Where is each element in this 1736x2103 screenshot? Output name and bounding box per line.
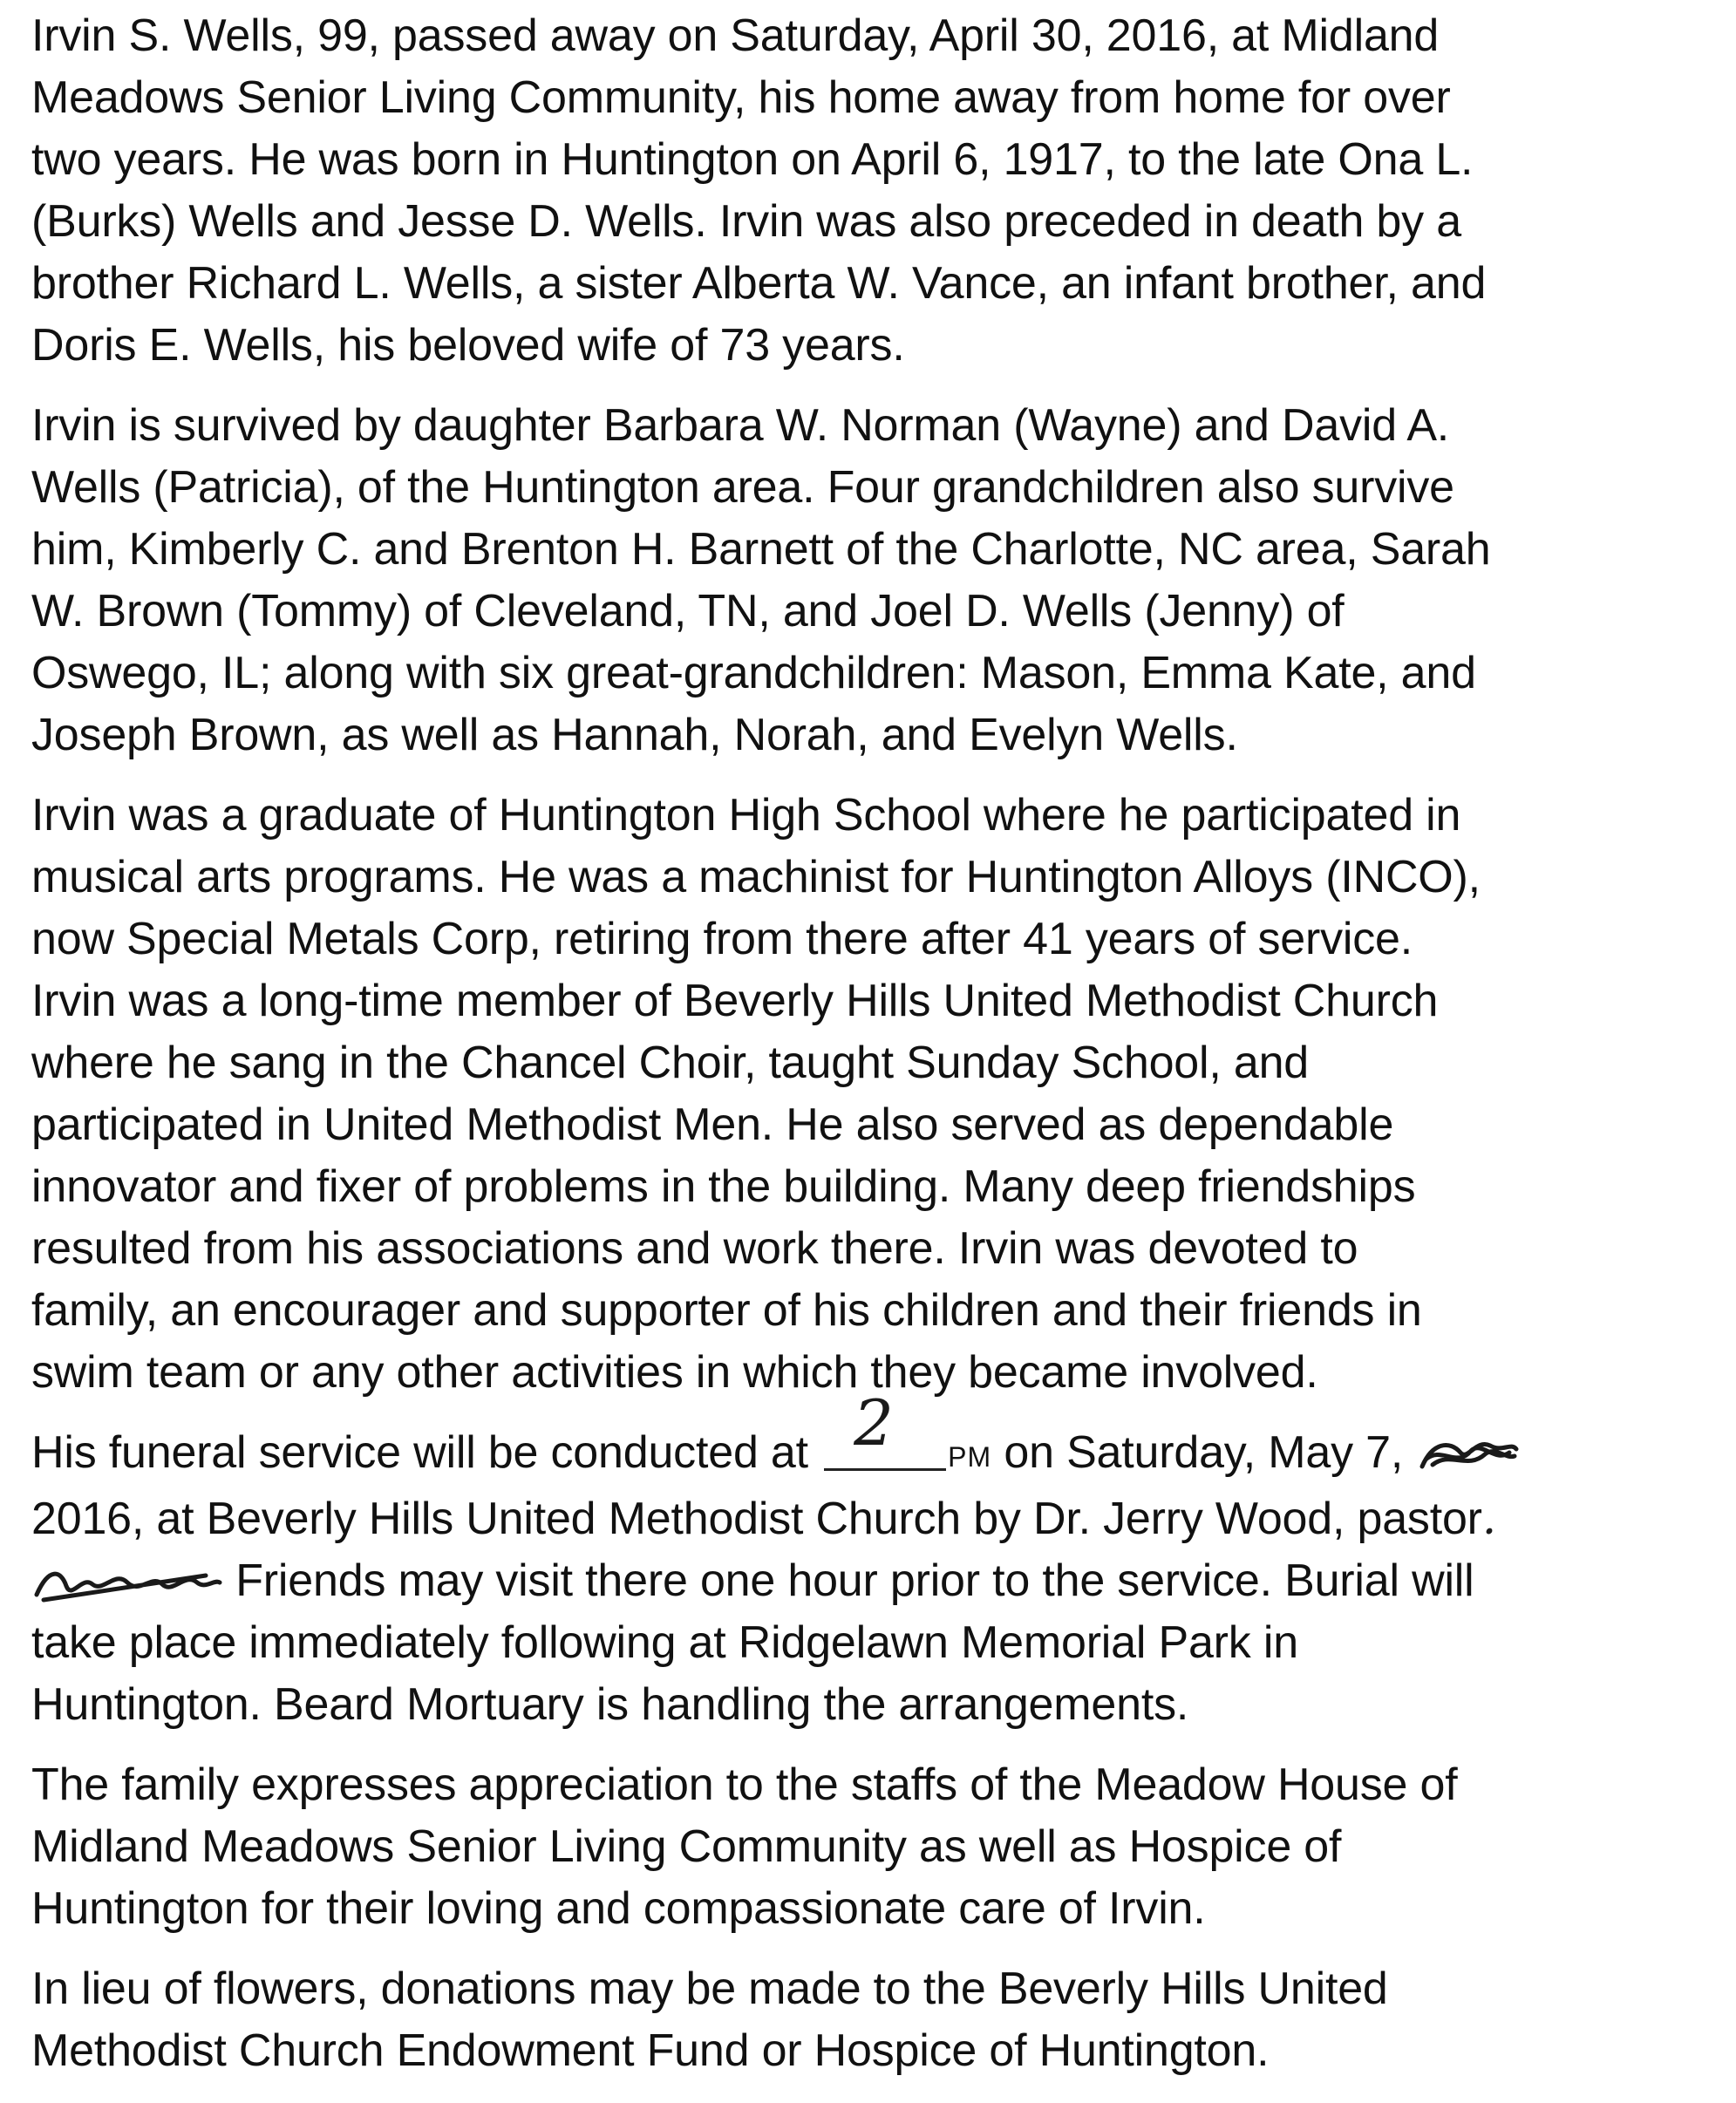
handwritten-scribble-icon [31, 1560, 223, 1607]
pm-label: PM [948, 1441, 992, 1473]
text-line: two years. He was born in Huntington on April 6, 1917, to the late Ona L. [31, 134, 1474, 185]
text-line: innovator and fixer of problems in the building. Many deep friendships [31, 1161, 1416, 1212]
text-line: Irvin was a long-time member of Beverly Hills United Methodist Church [31, 976, 1439, 1026]
text-line: Irvin was a graduate of Huntington High School where he participated in [31, 790, 1461, 841]
text-line: (Burks) Wells and Jesse D. Wells. Irvin was also preceded in death by a [31, 196, 1461, 247]
text-line: Meadows Senior Living Community, his home away from home for over [31, 72, 1451, 123]
funeral-time-prefix: His funeral service will be conducted at [31, 1427, 808, 1478]
paragraph-biography [31, 785, 1714, 1404]
text-line: Huntington for their loving and compassionate care of Irvin. [31, 1883, 1206, 1934]
text-line: swim team or any other activities in which they became involved. [31, 1347, 1318, 1398]
paragraph-death-notice [31, 5, 1714, 377]
text-line: Irvin is survived by daughter Barbara W. Norman (Wayne) and David A. [31, 400, 1450, 451]
text-line: brother Richard L. Wells, a sister Alberta W. Vance, an infant brother, and [31, 258, 1487, 309]
funeral-date-text: on Saturday, May 7, [991, 1427, 1404, 1478]
text-line: Doris E. Wells, his beloved wife of 73 years. [31, 320, 905, 371]
time-fill-in-blank [824, 1386, 946, 1471]
handwritten-mark: . [1481, 1493, 1497, 1545]
text-line: Huntington. Beard Mortuary is handling the arrangements. [31, 1679, 1189, 1730]
paragraph-appreciation [31, 1754, 1714, 1940]
funeral-location-text: 2016, at Beverly Hills United Methodist Church by Dr. Jerry Wood, pastor [31, 1494, 1482, 1544]
text-line: Midland Meadows Senior Living Community as well as Hospice of [31, 1821, 1342, 1872]
obituary-text [31, 5, 1714, 2100]
text-line: him, Kimberly C. and Brenton H. Barnett of the Charlotte, NC area, Sarah [31, 524, 1491, 575]
text-line: The family expresses appreciation to the staffs of the Meadow House of [31, 1759, 1458, 1810]
text-line: W. Brown (Tommy) of Cleveland, TN, and Joel D. Wells (Jenny) of [31, 586, 1345, 636]
text-line [31, 1550, 1714, 1612]
visitation-text: Friends may visit there one hour prior to the service. Burial will [223, 1555, 1474, 1606]
handwritten-scribble-icon [1415, 1433, 1520, 1477]
paragraph-funeral-service [31, 1386, 1714, 1736]
text-line: resulted from his associations and work there. Irvin was devoted to [31, 1223, 1358, 1274]
text-line: family, an encourager and supporter of his children and their friends in [31, 1285, 1422, 1336]
handwritten-time: 2 [854, 1386, 894, 1460]
text-line: Oswego, IL; along with six great-grandchildren: Mason, Emma Kate, and [31, 648, 1476, 698]
text-line: Methodist Church Endowment Fund or Hospice of Huntington. [31, 2025, 1270, 2076]
text-line: Joseph Brown, as well as Hannah, Norah, and Evelyn Wells. [31, 710, 1238, 760]
text-line: participated in United Methodist Men. He also served as dependable [31, 1099, 1394, 1150]
paragraph-donations [31, 1958, 1714, 2082]
text-line: In lieu of flowers, donations may be made to the Beverly Hills United [31, 1963, 1388, 2014]
text-line: now Special Metals Corp, retiring from there after 41 years of service. [31, 914, 1413, 964]
text-line: where he sang in the Chancel Choir, taught Sunday School, and [31, 1038, 1310, 1088]
text-line: musical arts programs. He was a machinist for Huntington Alloys (INCO), [31, 852, 1481, 902]
text-line [31, 1488, 1714, 1550]
paragraph-survivors [31, 395, 1714, 766]
text-line: Wells (Patricia), of the Huntington area. Four grandchildren also survive [31, 462, 1454, 513]
text-line: Irvin S. Wells, 99, passed away on Saturday, April 30, 2016, at Midland [31, 10, 1440, 61]
text-line: take place immediately following at Ridgelawn Memorial Park in [31, 1617, 1298, 1668]
text-line [31, 1386, 1714, 1488]
